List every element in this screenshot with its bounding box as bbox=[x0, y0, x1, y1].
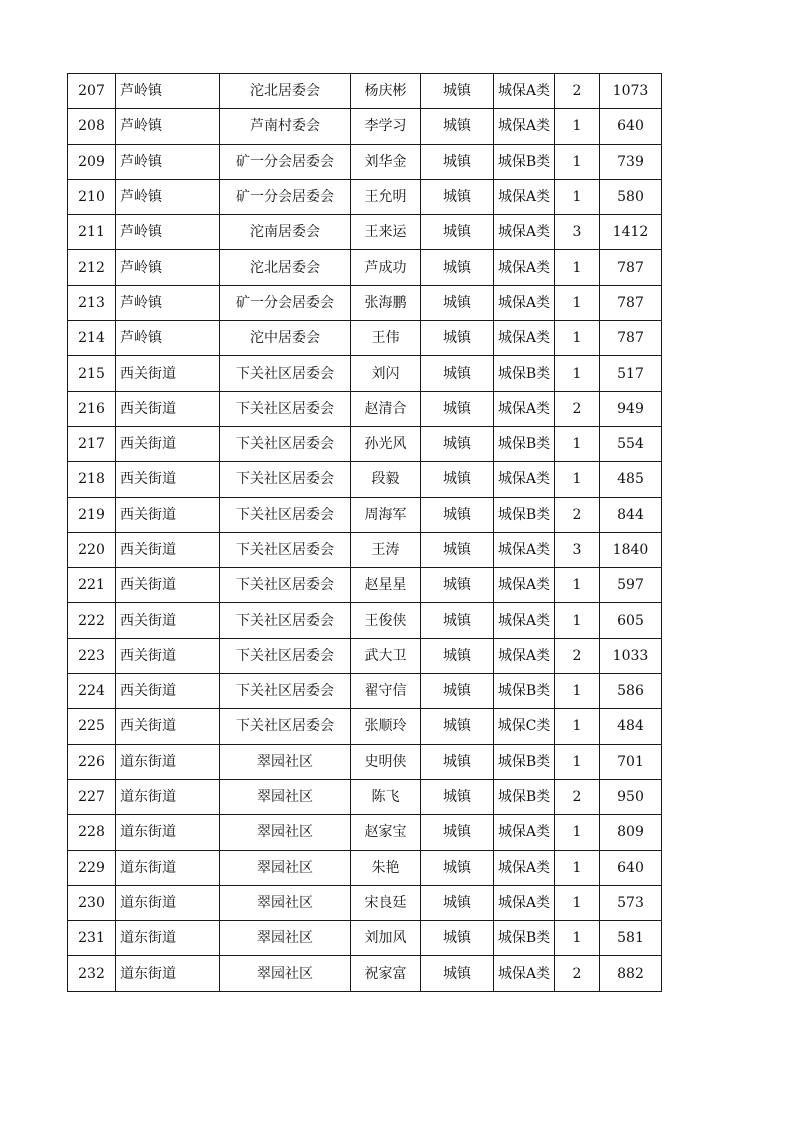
category-cell: 城保B类 bbox=[494, 144, 555, 179]
community-cell: 翠园社区 bbox=[220, 779, 351, 814]
person-name-cell: 武大卫 bbox=[351, 638, 421, 673]
category-cell: 城保B类 bbox=[494, 426, 555, 461]
row-number-cell: 215 bbox=[68, 356, 116, 391]
town-cell: 道东街道 bbox=[116, 885, 220, 920]
household-count-cell: 1 bbox=[555, 462, 600, 497]
community-cell: 矿一分会居委会 bbox=[220, 144, 351, 179]
category-cell: 城保A类 bbox=[494, 74, 555, 109]
area-type-cell: 城镇 bbox=[421, 674, 494, 709]
row-number-cell: 229 bbox=[68, 850, 116, 885]
town-cell: 芦岭镇 bbox=[116, 109, 220, 144]
row-number-cell: 230 bbox=[68, 885, 116, 920]
town-cell: 西关街道 bbox=[116, 497, 220, 532]
area-type-cell: 城镇 bbox=[421, 321, 494, 356]
row-number-cell: 218 bbox=[68, 462, 116, 497]
area-type-cell: 城镇 bbox=[421, 426, 494, 461]
category-cell: 城保A类 bbox=[494, 815, 555, 850]
person-name-cell: 翟守信 bbox=[351, 674, 421, 709]
community-cell: 下关社区居委会 bbox=[220, 709, 351, 744]
community-cell: 下关社区居委会 bbox=[220, 462, 351, 497]
household-count-cell: 2 bbox=[555, 74, 600, 109]
amount-cell: 640 bbox=[600, 850, 662, 885]
amount-cell: 586 bbox=[600, 674, 662, 709]
household-count-cell: 1 bbox=[555, 921, 600, 956]
household-count-cell: 2 bbox=[555, 779, 600, 814]
row-number-cell: 227 bbox=[68, 779, 116, 814]
amount-cell: 640 bbox=[600, 109, 662, 144]
community-cell: 下关社区居委会 bbox=[220, 391, 351, 426]
community-cell: 沱中居委会 bbox=[220, 321, 351, 356]
household-count-cell: 1 bbox=[555, 885, 600, 920]
table-row bbox=[68, 532, 662, 567]
table-row bbox=[68, 179, 662, 214]
row-number-cell: 209 bbox=[68, 144, 116, 179]
table-row bbox=[68, 285, 662, 320]
table-row bbox=[68, 215, 662, 250]
amount-cell: 605 bbox=[600, 603, 662, 638]
household-count-cell: 2 bbox=[555, 497, 600, 532]
row-number-cell: 211 bbox=[68, 215, 116, 250]
category-cell: 城保B类 bbox=[494, 497, 555, 532]
amount-cell: 1840 bbox=[600, 532, 662, 567]
town-cell: 西关街道 bbox=[116, 391, 220, 426]
person-name-cell: 王来运 bbox=[351, 215, 421, 250]
amount-cell: 517 bbox=[600, 356, 662, 391]
category-cell: 城保A类 bbox=[494, 638, 555, 673]
town-cell: 道东街道 bbox=[116, 815, 220, 850]
town-cell: 西关街道 bbox=[116, 638, 220, 673]
category-cell: 城保A类 bbox=[494, 956, 555, 991]
household-count-cell: 3 bbox=[555, 215, 600, 250]
row-number-cell: 212 bbox=[68, 250, 116, 285]
table-row bbox=[68, 74, 662, 109]
community-cell: 沱北居委会 bbox=[220, 250, 351, 285]
amount-cell: 554 bbox=[600, 426, 662, 461]
person-name-cell: 王涛 bbox=[351, 532, 421, 567]
community-cell: 翠园社区 bbox=[220, 850, 351, 885]
category-cell: 城保A类 bbox=[494, 462, 555, 497]
row-number-cell: 221 bbox=[68, 568, 116, 603]
area-type-cell: 城镇 bbox=[421, 391, 494, 426]
row-number-cell: 225 bbox=[68, 709, 116, 744]
household-count-cell: 1 bbox=[555, 144, 600, 179]
person-name-cell: 孙光风 bbox=[351, 426, 421, 461]
town-cell: 芦岭镇 bbox=[116, 74, 220, 109]
table-row bbox=[68, 462, 662, 497]
row-number-cell: 214 bbox=[68, 321, 116, 356]
area-type-cell: 城镇 bbox=[421, 356, 494, 391]
row-number-cell: 207 bbox=[68, 74, 116, 109]
household-count-cell: 1 bbox=[555, 426, 600, 461]
area-type-cell: 城镇 bbox=[421, 109, 494, 144]
category-cell: 城保A类 bbox=[494, 250, 555, 285]
row-number-cell: 223 bbox=[68, 638, 116, 673]
category-cell: 城保B类 bbox=[494, 356, 555, 391]
row-number-cell: 226 bbox=[68, 744, 116, 779]
category-cell: 城保C类 bbox=[494, 709, 555, 744]
table-row bbox=[68, 850, 662, 885]
person-name-cell: 宋良廷 bbox=[351, 885, 421, 920]
amount-cell: 485 bbox=[600, 462, 662, 497]
table-row bbox=[68, 638, 662, 673]
table-row bbox=[68, 426, 662, 461]
person-name-cell: 芦成功 bbox=[351, 250, 421, 285]
area-type-cell: 城镇 bbox=[421, 815, 494, 850]
community-cell: 翠园社区 bbox=[220, 815, 351, 850]
category-cell: 城保A类 bbox=[494, 179, 555, 214]
area-type-cell: 城镇 bbox=[421, 568, 494, 603]
household-count-cell: 1 bbox=[555, 356, 600, 391]
category-cell: 城保A类 bbox=[494, 532, 555, 567]
area-type-cell: 城镇 bbox=[421, 744, 494, 779]
amount-cell: 701 bbox=[600, 744, 662, 779]
row-number-cell: 220 bbox=[68, 532, 116, 567]
category-cell: 城保A类 bbox=[494, 391, 555, 426]
person-name-cell: 赵星星 bbox=[351, 568, 421, 603]
town-cell: 西关街道 bbox=[116, 426, 220, 461]
table-row bbox=[68, 603, 662, 638]
household-count-cell: 1 bbox=[555, 744, 600, 779]
town-cell: 芦岭镇 bbox=[116, 285, 220, 320]
category-cell: 城保B类 bbox=[494, 674, 555, 709]
amount-cell: 809 bbox=[600, 815, 662, 850]
row-number-cell: 219 bbox=[68, 497, 116, 532]
table-row bbox=[68, 321, 662, 356]
amount-cell: 484 bbox=[600, 709, 662, 744]
area-type-cell: 城镇 bbox=[421, 250, 494, 285]
person-name-cell: 段毅 bbox=[351, 462, 421, 497]
town-cell: 道东街道 bbox=[116, 779, 220, 814]
table-row bbox=[68, 815, 662, 850]
household-count-cell: 2 bbox=[555, 638, 600, 673]
household-count-cell: 1 bbox=[555, 179, 600, 214]
amount-cell: 882 bbox=[600, 956, 662, 991]
area-type-cell: 城镇 bbox=[421, 74, 494, 109]
community-cell: 下关社区居委会 bbox=[220, 603, 351, 638]
household-count-cell: 1 bbox=[555, 603, 600, 638]
table-row bbox=[68, 568, 662, 603]
amount-cell: 581 bbox=[600, 921, 662, 956]
area-type-cell: 城镇 bbox=[421, 497, 494, 532]
table-row bbox=[68, 921, 662, 956]
household-count-cell: 1 bbox=[555, 250, 600, 285]
community-cell: 沱北居委会 bbox=[220, 74, 351, 109]
community-cell: 翠园社区 bbox=[220, 885, 351, 920]
town-cell: 西关街道 bbox=[116, 532, 220, 567]
person-name-cell: 王俊侠 bbox=[351, 603, 421, 638]
household-count-cell: 1 bbox=[555, 709, 600, 744]
area-type-cell: 城镇 bbox=[421, 885, 494, 920]
community-cell: 下关社区居委会 bbox=[220, 638, 351, 673]
town-cell: 道东街道 bbox=[116, 956, 220, 991]
table-row bbox=[68, 497, 662, 532]
person-name-cell: 张顺玲 bbox=[351, 709, 421, 744]
town-cell: 道东街道 bbox=[116, 850, 220, 885]
amount-cell: 949 bbox=[600, 391, 662, 426]
person-name-cell: 史明侠 bbox=[351, 744, 421, 779]
category-cell: 城保A类 bbox=[494, 321, 555, 356]
town-cell: 西关街道 bbox=[116, 674, 220, 709]
row-number-cell: 217 bbox=[68, 426, 116, 461]
area-type-cell: 城镇 bbox=[421, 779, 494, 814]
town-cell: 西关街道 bbox=[116, 603, 220, 638]
household-count-cell: 2 bbox=[555, 391, 600, 426]
row-number-cell: 210 bbox=[68, 179, 116, 214]
table-row bbox=[68, 885, 662, 920]
person-name-cell: 朱艳 bbox=[351, 850, 421, 885]
person-name-cell: 王允明 bbox=[351, 179, 421, 214]
table-row bbox=[68, 109, 662, 144]
area-type-cell: 城镇 bbox=[421, 462, 494, 497]
town-cell: 芦岭镇 bbox=[116, 144, 220, 179]
row-number-cell: 222 bbox=[68, 603, 116, 638]
household-count-cell: 1 bbox=[555, 674, 600, 709]
community-cell: 翠园社区 bbox=[220, 744, 351, 779]
community-cell: 翠园社区 bbox=[220, 921, 351, 956]
amount-cell: 787 bbox=[600, 321, 662, 356]
row-number-cell: 228 bbox=[68, 815, 116, 850]
town-cell: 西关街道 bbox=[116, 568, 220, 603]
town-cell: 西关街道 bbox=[116, 356, 220, 391]
row-number-cell: 216 bbox=[68, 391, 116, 426]
category-cell: 城保B类 bbox=[494, 779, 555, 814]
area-type-cell: 城镇 bbox=[421, 638, 494, 673]
amount-cell: 739 bbox=[600, 144, 662, 179]
table-body bbox=[68, 74, 662, 992]
community-cell: 矿一分会居委会 bbox=[220, 285, 351, 320]
town-cell: 芦岭镇 bbox=[116, 215, 220, 250]
area-type-cell: 城镇 bbox=[421, 603, 494, 638]
household-count-cell: 1 bbox=[555, 109, 600, 144]
town-cell: 芦岭镇 bbox=[116, 250, 220, 285]
town-cell: 芦岭镇 bbox=[116, 321, 220, 356]
table-row bbox=[68, 674, 662, 709]
community-cell: 下关社区居委会 bbox=[220, 674, 351, 709]
table-row bbox=[68, 144, 662, 179]
household-count-cell: 1 bbox=[555, 568, 600, 603]
person-name-cell: 王伟 bbox=[351, 321, 421, 356]
person-name-cell: 刘加风 bbox=[351, 921, 421, 956]
person-name-cell: 张海鹏 bbox=[351, 285, 421, 320]
town-cell: 道东街道 bbox=[116, 744, 220, 779]
area-type-cell: 城镇 bbox=[421, 179, 494, 214]
area-type-cell: 城镇 bbox=[421, 850, 494, 885]
amount-cell: 597 bbox=[600, 568, 662, 603]
category-cell: 城保A类 bbox=[494, 850, 555, 885]
area-type-cell: 城镇 bbox=[421, 215, 494, 250]
table-row bbox=[68, 709, 662, 744]
table-row bbox=[68, 250, 662, 285]
table-row bbox=[68, 356, 662, 391]
person-name-cell: 赵清合 bbox=[351, 391, 421, 426]
community-cell: 翠园社区 bbox=[220, 956, 351, 991]
community-cell: 下关社区居委会 bbox=[220, 532, 351, 567]
town-cell: 西关街道 bbox=[116, 462, 220, 497]
town-cell: 西关街道 bbox=[116, 709, 220, 744]
community-cell: 芦南村委会 bbox=[220, 109, 351, 144]
row-number-cell: 232 bbox=[68, 956, 116, 991]
person-name-cell: 杨庆彬 bbox=[351, 74, 421, 109]
community-cell: 下关社区居委会 bbox=[220, 497, 351, 532]
category-cell: 城保A类 bbox=[494, 109, 555, 144]
person-name-cell: 刘闪 bbox=[351, 356, 421, 391]
row-number-cell: 231 bbox=[68, 921, 116, 956]
community-cell: 下关社区居委会 bbox=[220, 356, 351, 391]
amount-cell: 1412 bbox=[600, 215, 662, 250]
area-type-cell: 城镇 bbox=[421, 144, 494, 179]
amount-cell: 1033 bbox=[600, 638, 662, 673]
amount-cell: 950 bbox=[600, 779, 662, 814]
amount-cell: 573 bbox=[600, 885, 662, 920]
category-cell: 城保A类 bbox=[494, 603, 555, 638]
category-cell: 城保A类 bbox=[494, 885, 555, 920]
amount-cell: 787 bbox=[600, 285, 662, 320]
area-type-cell: 城镇 bbox=[421, 921, 494, 956]
area-type-cell: 城镇 bbox=[421, 709, 494, 744]
community-cell: 下关社区居委会 bbox=[220, 568, 351, 603]
community-cell: 矿一分会居委会 bbox=[220, 179, 351, 214]
category-cell: 城保B类 bbox=[494, 921, 555, 956]
category-cell: 城保A类 bbox=[494, 215, 555, 250]
category-cell: 城保A类 bbox=[494, 568, 555, 603]
household-count-cell: 3 bbox=[555, 532, 600, 567]
household-count-cell: 1 bbox=[555, 850, 600, 885]
household-count-cell: 1 bbox=[555, 285, 600, 320]
amount-cell: 844 bbox=[600, 497, 662, 532]
household-count-cell: 1 bbox=[555, 815, 600, 850]
allowance-table bbox=[67, 73, 662, 992]
row-number-cell: 208 bbox=[68, 109, 116, 144]
person-name-cell: 周海军 bbox=[351, 497, 421, 532]
table-row bbox=[68, 956, 662, 991]
amount-cell: 787 bbox=[600, 250, 662, 285]
table-row bbox=[68, 779, 662, 814]
person-name-cell: 刘华金 bbox=[351, 144, 421, 179]
town-cell: 道东街道 bbox=[116, 921, 220, 956]
category-cell: 城保A类 bbox=[494, 285, 555, 320]
category-cell: 城保B类 bbox=[494, 744, 555, 779]
person-name-cell: 陈飞 bbox=[351, 779, 421, 814]
person-name-cell: 祝家富 bbox=[351, 956, 421, 991]
table-row bbox=[68, 391, 662, 426]
household-count-cell: 2 bbox=[555, 956, 600, 991]
household-count-cell: 1 bbox=[555, 321, 600, 356]
area-type-cell: 城镇 bbox=[421, 532, 494, 567]
row-number-cell: 213 bbox=[68, 285, 116, 320]
amount-cell: 580 bbox=[600, 179, 662, 214]
row-number-cell: 224 bbox=[68, 674, 116, 709]
community-cell: 沱南居委会 bbox=[220, 215, 351, 250]
amount-cell: 1073 bbox=[600, 74, 662, 109]
person-name-cell: 李学习 bbox=[351, 109, 421, 144]
table-row bbox=[68, 744, 662, 779]
person-name-cell: 赵家宝 bbox=[351, 815, 421, 850]
community-cell: 下关社区居委会 bbox=[220, 426, 351, 461]
area-type-cell: 城镇 bbox=[421, 956, 494, 991]
area-type-cell: 城镇 bbox=[421, 285, 494, 320]
town-cell: 芦岭镇 bbox=[116, 179, 220, 214]
